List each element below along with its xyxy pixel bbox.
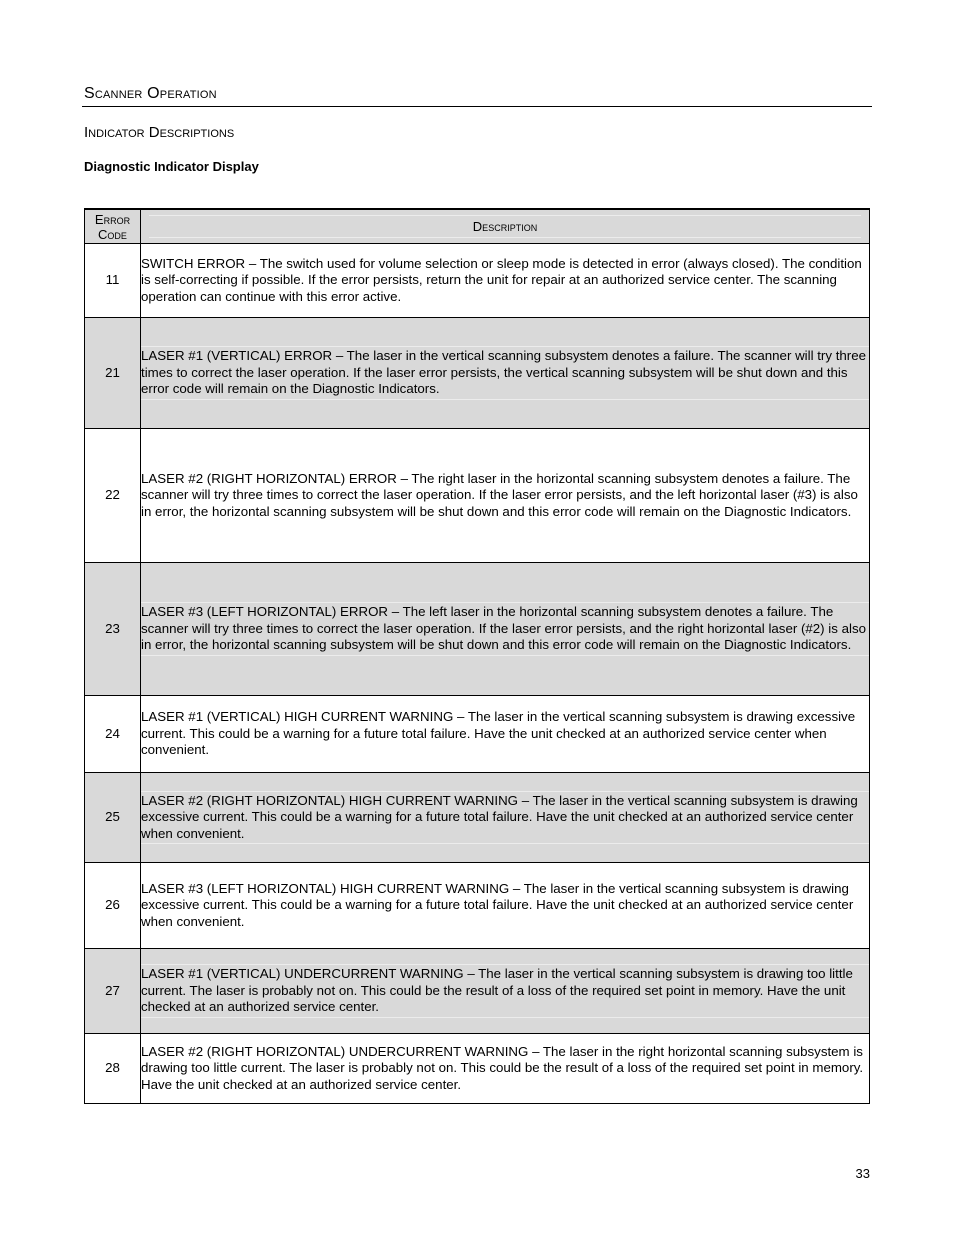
- error-code-cell: 25: [85, 773, 141, 863]
- description-text: LASER #2 (RIGHT HORIZONTAL) UNDERCURRENT WARNING – The laser in the right horizontal scanning subsystem is drawing too little current. The laser is probably not on. This could be the result of a loss of the required set point in memory. Have the unit checked at an authorized service center.: [141, 1043, 864, 1092]
- table-row: [85, 696, 870, 773]
- error-code-cell: 23: [85, 563, 141, 696]
- description-text: LASER #2 (RIGHT HORIZONTAL) ERROR – The right laser in the horizontal scanning subsystem denotes a failure. The scanner will try three times to correct the laser operation. If the laser error persists, and the left horizontal laser (#3) is also in error, the horizontal scanning subsystem will be shut down and this error code will remain on the Diagnostic Indicators.: [141, 470, 858, 519]
- description-cell: [141, 318, 870, 429]
- description-cell: [141, 563, 870, 696]
- table-row: [85, 773, 870, 863]
- table-row: [85, 863, 870, 949]
- description-text: LASER #3 (LEFT HORIZONTAL) HIGH CURRENT WARNING – The laser in the vertical scanning subsystem is drawing excessive current. This could be a warning for a future total failure. Have the unit checked at an authorized service center when convenient.: [141, 880, 854, 929]
- error-code-cell: 26: [85, 863, 141, 949]
- description-cell: [141, 696, 870, 773]
- error-code-cell: 24: [85, 696, 141, 773]
- column-header-description: [141, 209, 870, 244]
- table-row: [85, 1034, 870, 1104]
- error-code-cell: 11: [85, 244, 141, 318]
- column-header-error-code: [85, 209, 141, 244]
- column-header-error-code-line1: Error: [94, 211, 131, 227]
- description-text: LASER #1 (VERTICAL) UNDERCURRENT WARNING – The laser in the vertical scanning subsystem is drawing too little current. The laser is probably not on. This could be the result of a loss of the required set point in memory. Have the unit checked at an authorized service center.: [141, 964, 869, 1018]
- column-header-error-code-line2: Code: [98, 226, 127, 242]
- table-row: [85, 429, 870, 563]
- subsection-title: Indicator Descriptions: [84, 124, 235, 141]
- table-row: [85, 949, 870, 1034]
- description-cell: [141, 773, 870, 863]
- table-header-row: [85, 209, 870, 244]
- table-row: [85, 244, 870, 318]
- description-text: LASER #3 (LEFT HORIZONTAL) ERROR – The left laser in the horizontal scanning subsystem denotes a failure. The scanner will try three times to correct the laser operation. If the laser error persists, and the right horizontal laser (#2) is also in error, the horizontal scanning subsystem will be shut down and this error code will remain on the Diagnostic Indicators.: [141, 602, 869, 656]
- description-cell: [141, 244, 870, 318]
- description-text: LASER #2 (RIGHT HORIZONTAL) HIGH CURRENT WARNING – The laser in the vertical scanning subsystem is drawing excessive current. This could be a warning for a future total failure. Have the unit checked at an authorized service center when convenient.: [141, 791, 869, 845]
- error-code-cell: 21: [85, 318, 141, 429]
- description-cell: [141, 429, 870, 563]
- error-code-cell: 27: [85, 949, 141, 1034]
- description-text: SWITCH ERROR – The switch used for volume selection or sleep mode is detected in error (always closed). The condition is self-correcting if possible. If the error persists, return the unit for repair at an authorized service center. The scanning operation can continue with this error active.: [141, 255, 862, 304]
- description-text: LASER #1 (VERTICAL) ERROR – The laser in the vertical scanning subsystem denotes a failure. The scanner will try three times to correct the laser operation. If the laser error persists, the vertical scanning subsystem will be shut down and this error code will remain on the Diagnostic Indicators.: [141, 346, 869, 400]
- section-divider: [82, 106, 872, 107]
- section-title: Scanner Operation: [84, 85, 217, 102]
- page-number: 33: [855, 1166, 870, 1181]
- description-cell: [141, 1034, 870, 1104]
- diagnostic-indicator-table: [84, 208, 870, 1104]
- table-row: [85, 318, 870, 429]
- error-code-cell: 22: [85, 429, 141, 563]
- table-row: [85, 563, 870, 696]
- column-header-description-label: Description: [149, 215, 861, 238]
- error-code-cell: 28: [85, 1034, 141, 1104]
- description-text: LASER #1 (VERTICAL) HIGH CURRENT WARNING – The laser in the vertical scanning subsystem is drawing excessive current. This could be a warning for a future total failure. Have the unit checked at an authorized service center when convenient.: [141, 709, 856, 758]
- table-title: Diagnostic Indicator Display: [84, 159, 259, 174]
- description-cell: [141, 863, 870, 949]
- description-cell: [141, 949, 870, 1034]
